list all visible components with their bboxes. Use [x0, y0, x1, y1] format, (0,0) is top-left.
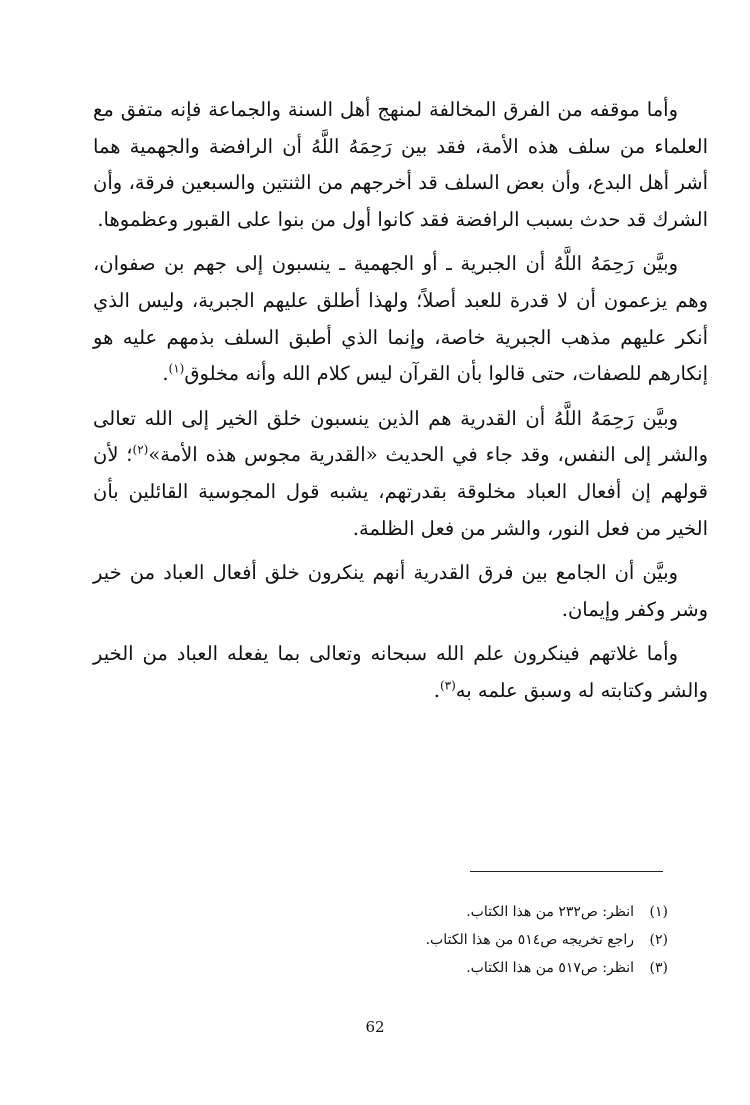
paragraph [93, 246, 708, 392]
footnote-reference: (٣) [439, 678, 456, 693]
footnote-number: (١) [649, 904, 668, 920]
page-number: 62 [365, 1018, 385, 1036]
paragraph-text: وأما موقفه من الفرق المخالفة لمنهج أهل السنة والجماعة فإنه متفق مع العلماء من سلف هذه الأمة، فقد بين رَحِمَهُ اللَّهُ أن الرافضة والجهمية هما أشر أهل البدع، وأن بعض السلف قد أخرجهم من الثنتين والسبعين فرقة، وأن الشرك قد حدث بسبب الرافضة فقد كانوا أول من بنوا على القبور وعظموها. [93, 98, 708, 231]
paragraph [93, 636, 708, 709]
paragraph [93, 92, 708, 238]
paragraph-tail: . [433, 678, 440, 702]
paragraph [93, 401, 708, 547]
footnote-reference: (١) [168, 361, 185, 376]
paragraph-tail: ؛ لأن قولهم إن أفعال العباد مخلوقة بقدرتهم، يشبه قول المجوسية القائلين بأن الخير من فعل النور، والشر من فعل الظلمة. [93, 443, 708, 540]
paragraph-text: وبيَّن أن الجامع بين فرق القدرية أنهم ينكرون خلق أفعال العباد من خير وشر وكفر وإيمان. [93, 561, 708, 621]
footnote [200, 926, 668, 954]
paragraph-text: وبيَّن رَحِمَهُ اللَّهُ أن القدرية هم الذين ينسبون خلق الخير إلى الله تعالى والشر إلى النفس، وقد جاء في الحديث «القدرية مجوس هذه الأمة» [93, 406, 708, 467]
paragraph [93, 555, 708, 628]
paragraph-tail: . [162, 362, 169, 386]
footnotes [200, 898, 668, 982]
footnote-divider [470, 871, 663, 872]
footnote-number: (٣) [649, 960, 668, 976]
footnote-text: راجع تخريجه ص٥١٤ من هذا الكتاب. [425, 932, 634, 948]
paragraph-text: وبيَّن رَحِمَهُ اللَّهُ أن الجبرية ـ أو الجهمية ـ ينسبون إلى جهم بن صفوان، وهم يزعمون أن لا قدرة للعبد أصلاً؛ ولهذا أطلق عليهم الجبرية، وليس الذي أنكر عليهم مذهب الجبرية خاصة، وإنما الذي أطبق السلف بذمهم عليه هو إنكارهم للصفات، حتى قالوا بأن القرآن ليس كلام الله وأنه مخلوق [93, 252, 708, 386]
footnote-number: (٢) [649, 932, 668, 948]
main-text [93, 92, 708, 718]
footnote [200, 898, 668, 926]
footnote-text: انظر: ص٥١٧ من هذا الكتاب. [466, 960, 634, 976]
footnote-text: انظر: ص٢٣٢ من هذا الكتاب. [466, 904, 634, 920]
footnote-reference: (٢) [132, 442, 149, 457]
footnote [200, 954, 668, 982]
paragraph-text: وأما غلاتهم فينكرون علم الله سبحانه وتعالى بما يفعله العباد من الخير والشر وكتابته له وسبق علمه به [93, 642, 708, 702]
